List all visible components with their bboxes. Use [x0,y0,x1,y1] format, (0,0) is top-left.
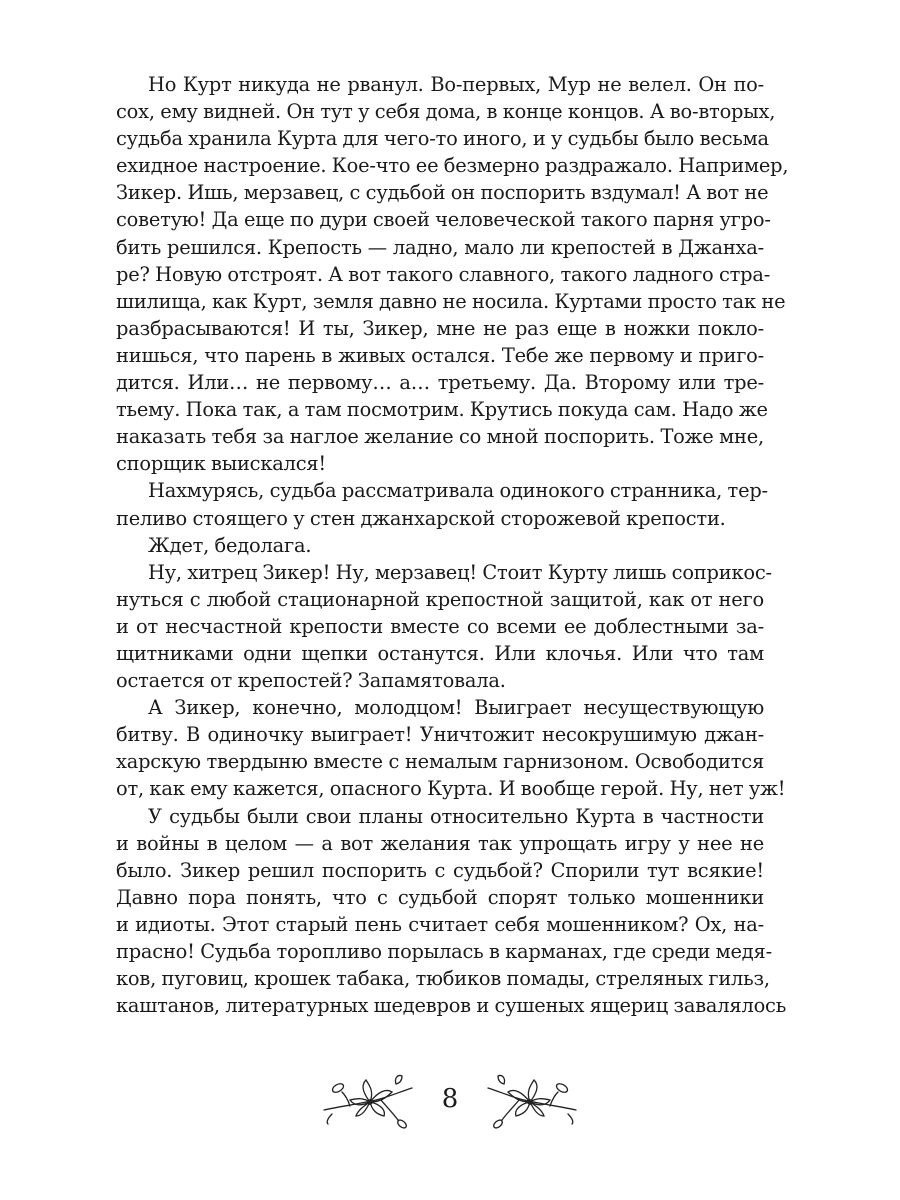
text-line: советую! Да еще по дури своей человеческой такого парня угро- [116,208,771,232]
text-line: А Зикер, конечно, молодцом! Выиграет несуществующую [148,696,764,720]
magnolia-branch-ornament-icon [484,1066,580,1136]
text-line: шилища, как Курт, земля давно не носила. Куртами просто так не [116,289,786,313]
text-line: каштанов, литературных шедевров и сушеных ящериц завалялось [116,994,787,1018]
text-line: тьему. Пока так, а там посмотрим. Крутись покуда сам. Надо же [116,398,768,422]
text-line: харскую твердыню вместе с немалым гарнизоном. Освободится [116,750,764,774]
page-footer [320,1066,580,1146]
text-line: ре? Новую отстроят. А вот такого славного, такого ладного стра- [116,262,771,286]
text-line: пеливо стоящего у стен джанхарской сторожевой крепости. [116,506,726,530]
text-line: Нахмурясь, судьба рассматривала одинокого странника, тер- [148,479,768,503]
text-line: и от несчастной крепости вместе со всеми ее доблестными за- [116,614,764,638]
text-line: Зикер. Ишь, мерзавец, с судьбой он поспорить вздумал! А вот не [116,181,769,205]
text-line: от, как ему кажется, опасного Курта. И вообще герой. Ну, нет уж! [116,777,786,801]
text-line: наказать тебя за наглое желание со мной поспорить. Тоже мне, [116,425,764,449]
text-line: У судьбы были свои планы относительно Курта в частности [148,804,764,828]
body-text [116,71,789,1019]
text-line: дится. Или… не первому… а… третьему. Да. Второму или тре- [116,371,764,395]
text-line: щитниками одни щепки останутся. Или клочья. Или что там [116,641,764,665]
text-line: остается от крепостей? Запамятовала. [116,669,506,693]
text-line: судьба хранила Курта для чего-то иного, и у судьбы было весьма [116,127,769,151]
magnolia-branch-ornament-icon [320,1066,416,1136]
page-number: 8 [441,1084,459,1114]
text-line: ехидное настроение. Кое-что ее безмерно раздражало. Например, [116,154,789,178]
text-line: ков, пуговиц, крошек табака, тюбиков помады, стреляных гильз, [116,967,770,991]
text-line: Давно пора понять, что с судьбой спорят только мошенники [116,885,764,909]
text-line: нуться с любой стационарной крепостной защитой, как от него [116,587,764,611]
text-line: битву. В одиночку выиграет! Уничтожит несокрушимую джан- [116,723,764,747]
text-line: спорщик выискался! [116,452,327,476]
text-line: прасно! Судьба торопливо порылась в карманах, где среди медя- [116,940,772,963]
text-line: Ну, хитрец Зикер! Ну, мерзавец! Стоит Курту лишь соприкос- [148,560,772,584]
text-line: и идиоты. Этот старый пень считает себя мошенником? Ох, на- [116,912,764,936]
text-line: нишься, что парень в живых остался. Тебе же первому и приго- [116,343,764,367]
text-line: разбрасываются! И ты, Зикер, мне не раз еще в ножки покло- [116,316,764,340]
text-line: сох, ему видней. Он тут у себя дома, в конце концов. А во-вторых, [116,100,776,124]
text-line: и войны в целом — а вот желания так упрощать игру у нее не [116,831,764,855]
text-line: было. Зикер решил поспорить с судьбой? Спорили тут всякие! [116,858,764,882]
text-line: Ждет, бедолага. [148,533,312,557]
text-line: Но Курт никуда не рванул. Во-первых, Мур не велел. Он по- [148,73,764,96]
text-line: бить решился. Крепость — ладно, мало ли крепостей в Джанха- [116,235,764,259]
